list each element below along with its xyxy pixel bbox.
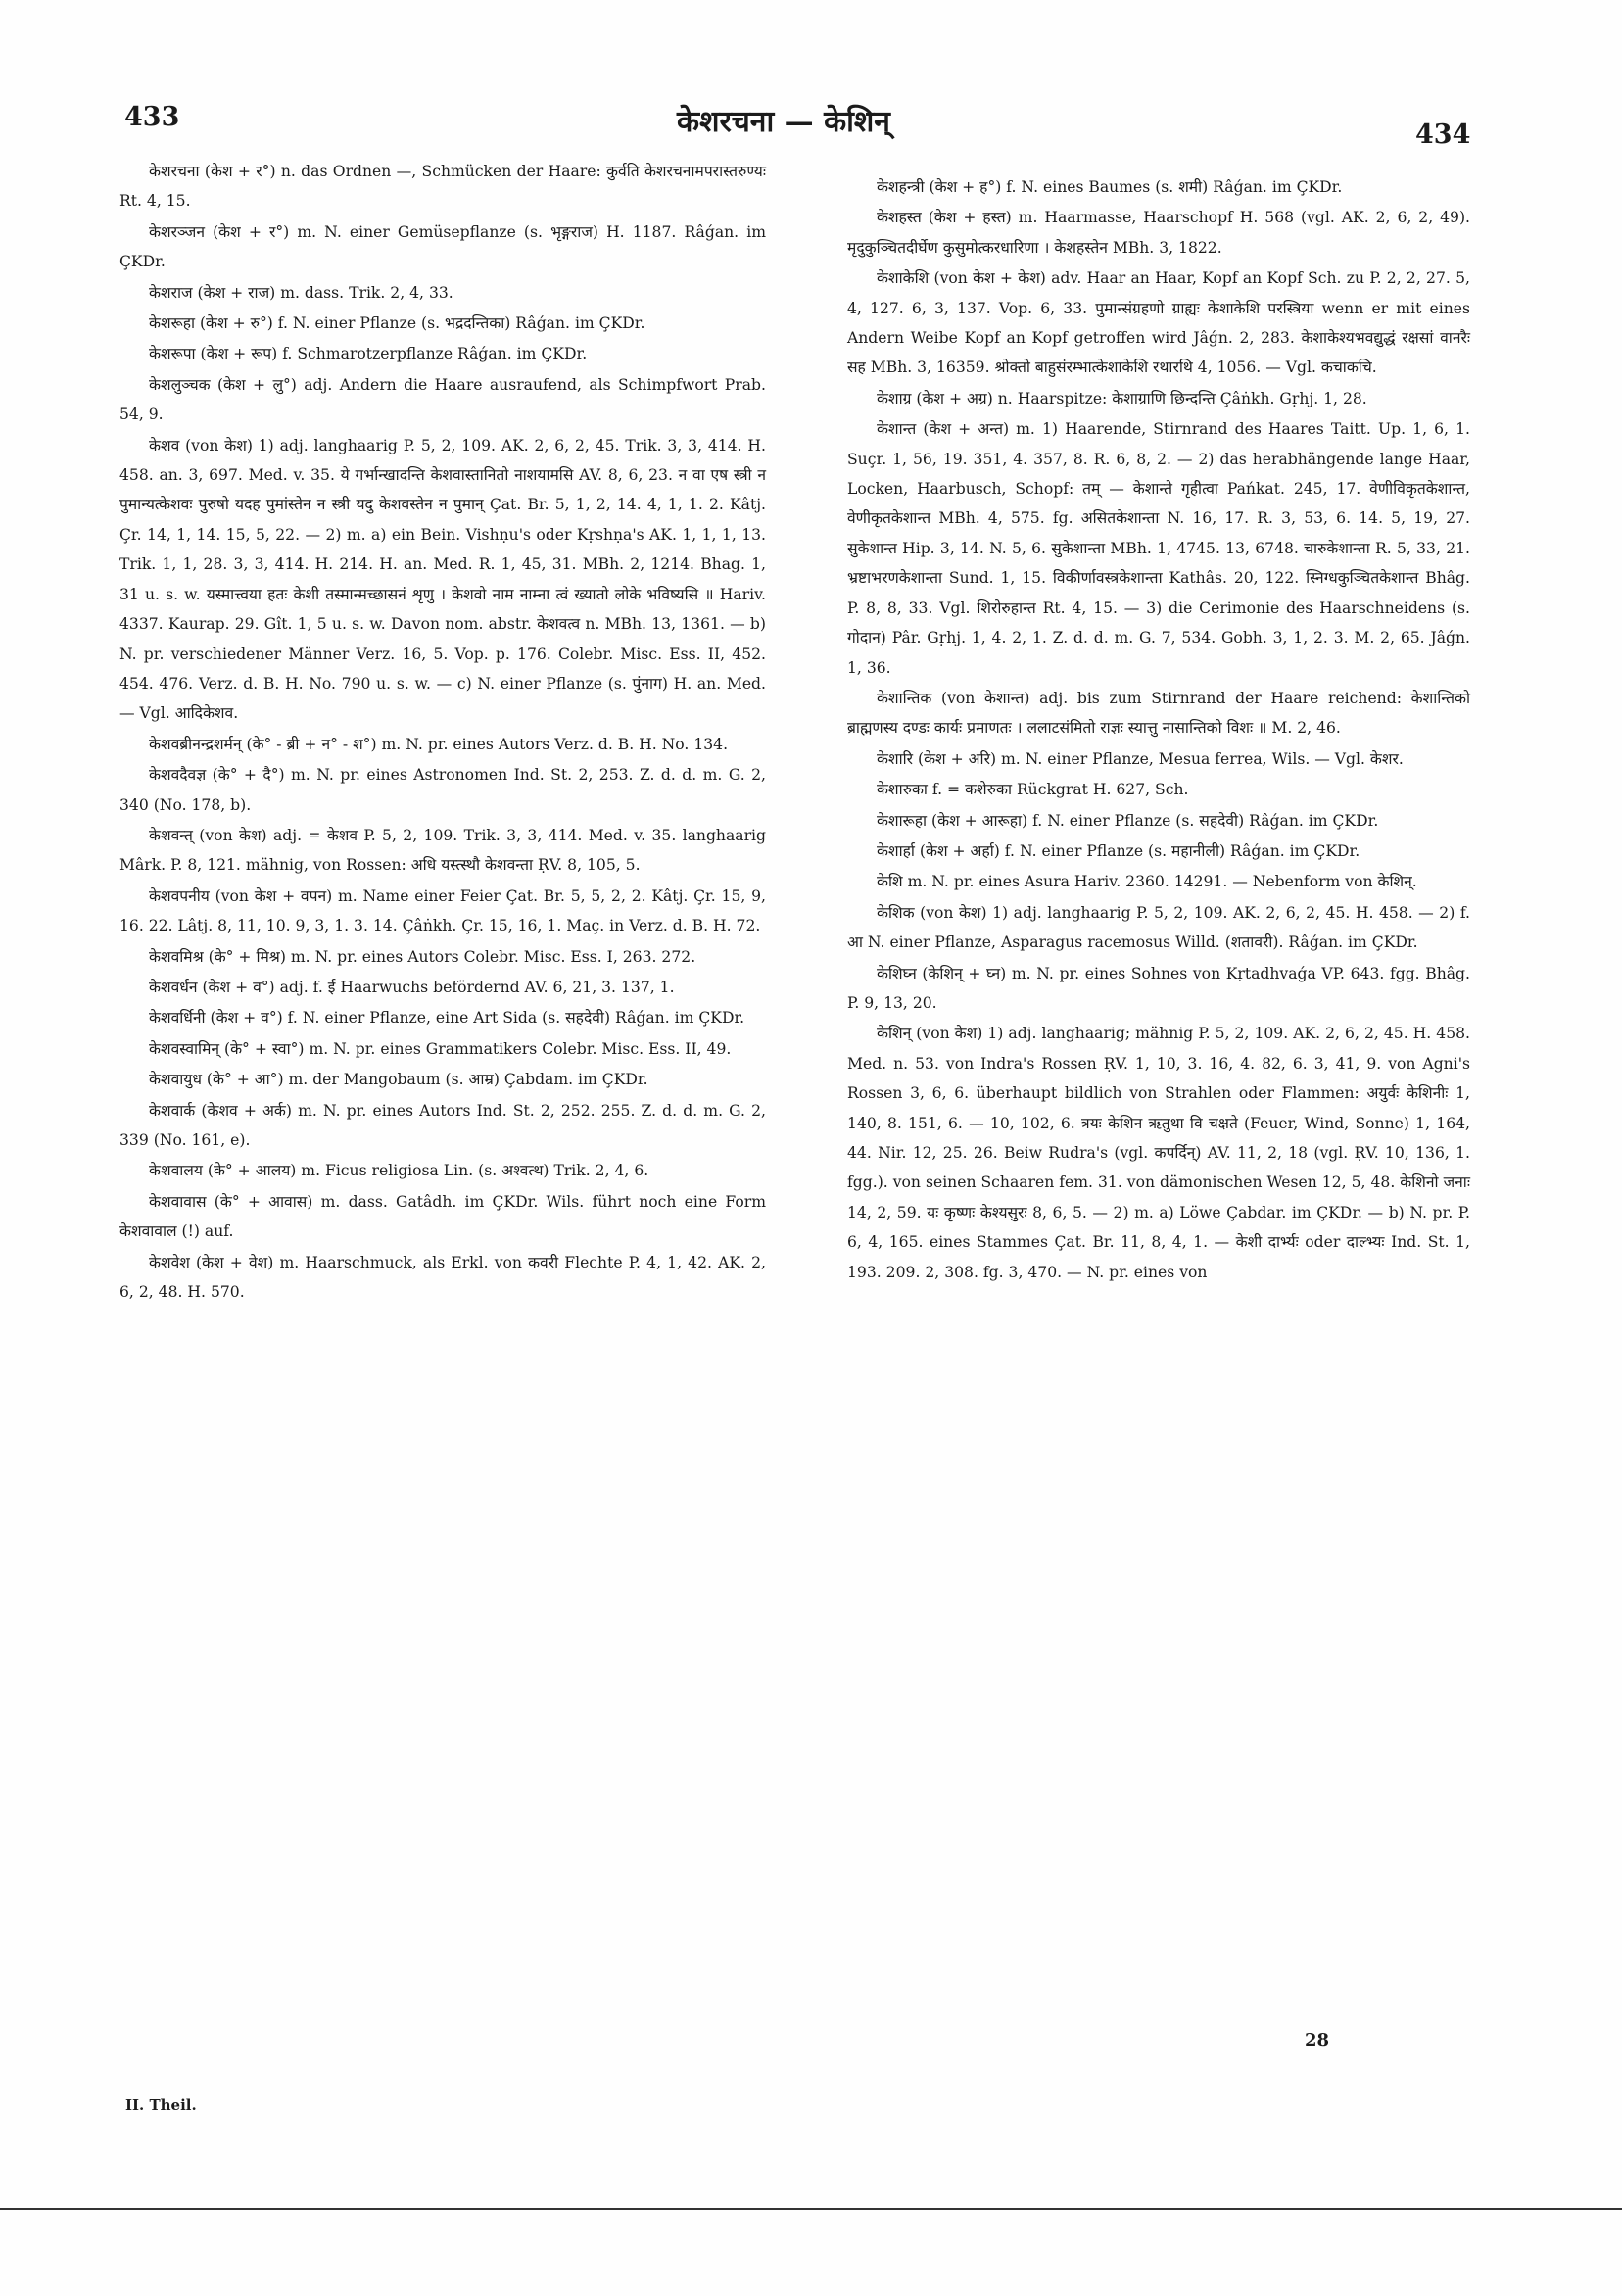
dictionary-entry: केशवदैवज्ञ (के° + दै°) m. N. pr. eines Astronomen Ind. St. 2, 253. Z. d. d. m. G. 2, 340 (No. 178, b). <box>119 766 766 814</box>
dictionary-entry: केशारूहा (केश + आरूहा) f. N. einer Pflanze (s. सहदेवी) Râǵan. im ÇKDr. <box>877 811 1379 830</box>
dictionary-entry: केशवपनीय (von केश + वपन) m. Name einer Feier Çat. Br. 5, 5, 2, 2. Kâtj. Çr. 15, 9, 16. 22. Lâtj. 8, 11, 10. 9, 3, 1. 3. 14. Çâṅkh. Çr. 15, 16, 1. Maç. in Verz. d. B. H. 72. <box>119 886 766 935</box>
dictionary-entry: केशरूहा (केश + रु°) f. N. einer Pflanze (s. भद्रदन्तिका) Râǵan. im ÇKDr. <box>149 314 645 333</box>
dictionary-entry: केशहस्त (केश + हस्त) m. Haarmasse, Haarschopf H. 568 (vgl. AK. 2, 6, 2, 49). मृदुकुञ्चितदीर्घेण कुसुमोत्करधारिणा । केशहस्तेन MBh. 3, 1822. <box>847 209 1470 257</box>
dictionary-entry: केशाग्र (केश + अग्र) n. Haarspitze: केशाग्राणि छिन्दन्ति Çâṅkh. Gṛhj. 1, 28. <box>877 389 1367 407</box>
dictionary-entry: केशवन्त् (von केश) adj. = केशव P. 5, 2, 109. Trik. 3, 3, 414. Med. v. 35. langhaarig Mârk. P. 8, 121. mähnig, von Rossen: अधि यस्त्स्थौ केशवन्ता ṚV. 8, 105, 5. <box>119 826 766 875</box>
running-head: केशरचना — केशिन् <box>677 105 890 139</box>
dictionary-entry: केशिन् (von केश) 1) adj. langhaarig; mähnig P. 5, 2, 109. AK. 2, 6, 2, 45. H. 458. Med. n. 53. von Indra's Rossen ṚV. 1, 10, 3. 16, 4. 82, 6. 3, 41, 9. von Agni's Rossen 3, 6, 6. überhaupt bildlich von Strahlen oder Flammen: अयुर्वः केशिनीः 1, 140, 8. 151, 6. — 10, 102, 6. त्रयः केशिन ऋतुथा वि चक्षते (Feuer, Wind, Sonne) 1, 164, 44. Nir. 12, 25. 26. Beiw Rudra's (vgl. कपर्दिन्) AV. 11, 2, 18 (vgl. ṚV. 10, 136, 1. fgg.). von seinen Schaaren fem. 31. von dämonischen Wesen 12, 5, 48. केशिनो जनाः 14, 2, 59. यः कृष्णः केश्यसुरः 8, 6, 5. — 2) m. a) Löwe Çabdar. im ÇKDr. — b) N. pr. P. 6, 4, 165. eines Stammes Çat. Br. 11, 8, 4, 1. — केशी दार्भ्यः oder दाल्भ्यः Ind. St. 1, 193. 209. 2, 308. fg. 3, 470. — N. pr. eines von <box>847 1025 1470 1281</box>
dictionary-entry: केशवायुध (के° + आ°) m. der Mangobaum (s. आम्र) Çabdam. im ÇKDr. <box>149 1071 648 1089</box>
volume-note: II. Theil. <box>125 2096 197 2114</box>
dictionary-entry: केशार्हा (केश + अर्हा) f. N. einer Pflanze (s. महानीली) Râǵan. im ÇKDr. <box>877 841 1360 860</box>
dictionary-entry: केशान्त (केश + अन्त) m. 1) Haarende, Stirnrand des Haares Taitt. Up. 1, 6, 1. Suçr. 1, 56, 19. 351, 4. 357, 8. R. 6, 8, 2. — 2) das herabhängende lange Haar, Locken, Haarbusch, Schopf: तम् — केशान्ते गृहीत्वा Pańkat. 245, 17. वेणीविकृतकेशान्त, वेणीकृतकेशान्त MBh. 4, 575. fg. असितकेशान्ता N. 16, 17. R. 3, 53, 6. 14. 5, 19, 27. सुकेशान्त Hip. 3, 14. N. 5, 6. सुकेशान्ता MBh. 1, 4745. 13, 6748. चारुकेशान्ता R. 5, 33, 21. भ्रष्टाभरणकेशान्ता Sund. 1, 15. विकीर्णावस्त्रकेशान्ता Kathâs. 20, 122. स्निग्धकुञ्चितकेशान्त Bhâg. P. 8, 8, 33. Vgl. शिरोरुहान्त Rt. 4, 15. — 3) die Cerimonie des Haarschneidens (s. गोदान) Pâr. Gṛhj. 1, 4. 2, 1. Z. d. d. m. G. 7, 534. Gobh. 3, 1, 2. 3. M. 2, 65. Jâǵn. 1, 36. <box>847 420 1470 677</box>
dictionary-entry: केशवर्धन (केश + व°) adj. f. ई Haarwuchs befördernd AV. 6, 21, 3. 137, 1. <box>149 978 675 996</box>
page-number-left: 433 <box>124 102 180 132</box>
dictionary-entry: केशि m. N. pr. eines Asura Hariv. 2360. 14291. — Nebenform von केशिन्. <box>877 873 1417 891</box>
dictionary-entry: केशारि (केश + अरि) m. N. einer Pflanze, Mesua ferrea, Wils. — Vgl. केशर. <box>877 749 1404 768</box>
dictionary-entry: केशवार्क (केशव + अर्क) m. N. pr. eines Autors Ind. St. 2, 252. 255. Z. d. d. m. G. 2, 339 (No. 161, e). <box>119 1101 766 1149</box>
dictionary-entry: केशराज (केश + राज) m. dass. Trik. 2, 4, 33. <box>149 283 453 302</box>
dictionary-entry: केशरूपा (केश + रूप) f. Schmarotzerpflanze Râǵan. im ÇKDr. <box>149 345 588 363</box>
dictionary-entry: केशिक (von केश) 1) adj. langhaarig P. 5, 2, 109. AK. 2, 6, 2, 45. H. 458. — 2) f. आ N. einer Pflanze, Asparagus racemosus Willd. (शतावरी). Râǵan. im ÇKDr. <box>847 903 1470 952</box>
dictionary-entry: केशारुका f. = कशेरुका Rückgrat H. 627, Sch. <box>877 781 1189 799</box>
dictionary-entry: केशवब्रीनन्द्रशर्मन् (के° - ब्री + न° - श°) m. N. pr. eines Autors Verz. d. B. H. No. 134. <box>149 735 729 753</box>
dictionary-entry: केशलुञ्चक (केश + लु°) adj. Andern die Haare ausraufend, als Schimpfwort Prab. 54, 9. <box>119 375 766 424</box>
dictionary-entry: केशवस्वामिन् (के° + स्वा°) m. N. pr. eines Grammatikers Colebr. Misc. Ess. II, 49. <box>149 1039 732 1058</box>
page-number-right: 434 <box>1415 120 1471 150</box>
dictionary-entry: केशाकेशि (von केश + केश) adv. Haar an Haar, Kopf an Kopf Sch. zu P. 2, 2, 27. 5, 4, 127. 6, 3, 137. Vop. 6, 33. पुमान्संग्रहणो ग्राह्यः केशाकेशि परस्त्रिया wenn er mit eines Andern Weibe Kopf an Kopf getroffen wird Jâǵn. 2, 283. केशाकेश्यभवद्युद्धं रक्षसां वानरैः सह MBh. 3, 16359. श्रोक्तो बाहुसंरम्भात्केशाकेशि रथारथि 4, 1056. — Vgl. कचाकचि. <box>847 269 1470 377</box>
bottom-rule <box>0 2208 1622 2210</box>
signature-mark: 28 <box>1305 2031 1330 2051</box>
right-column <box>847 172 1470 1288</box>
dictionary-entry: केशहन्त्री (केश + ह°) f. N. eines Baumes (s. शमी) Râǵan. im ÇKDr. <box>877 178 1343 196</box>
dictionary-entry: केशवावास (के° + आवास) m. dass. Gatâdh. im ÇKDr. Wils. führt noch eine Form केशवावाल (!) auf. <box>119 1192 766 1241</box>
page-header <box>0 98 1622 150</box>
dictionary-entry: केशरचना (केश + र°) n. das Ordnen —, Schmücken der Haare: कुर्वति केशरचनामपरास्तरुण्यः Rt. 4, 15. <box>119 163 766 211</box>
dictionary-entry: केशवर्धिनी (केश + व°) f. N. einer Pflanze, eine Art Sida (s. सहदेवी) Râǵan. im ÇKDr. <box>149 1009 745 1028</box>
dictionary-entry: केशरञ्जन (केश + र°) m. N. einer Gemüsepflanze (s. भृङ्गराज) H. 1187. Râǵan. im ÇKDr. <box>119 222 766 271</box>
dictionary-entry: केशवेश (केश + वेश) m. Haarschmuck, als Erkl. von कवरी Flechte P. 4, 1, 42. AK. 2, 6, 2, 48. H. 570. <box>119 1253 766 1302</box>
dictionary-entry: केशव (von केश) 1) adj. langhaarig P. 5, 2, 109. AK. 2, 6, 2, 45. Trik. 3, 3, 414. H. 458. an. 3, 697. Med. v. 35. ये गर्भान्खादन्ति केशवास्तानितो नाशयामसि AV. 8, 6, 23. न वा एष स्त्री न पुमान्यत्केशवः पुरुषो यदह पुमांस्तेन न स्त्री यदु केशवस्तेन न पुमान् Çat. Br. 5, 1, 2, 14. 4, 1, 1. 2. Kâtj. Çr. 14, 1, 14. 15, 5, 22. — 2) m. a) ein Bein. Vishṇu's oder Kṛshṇa's AK. 1, 1, 1, 13. Trik. 1, 1, 28. 3, 3, 414. H. 214. H. an. Med. R. 1, 45, 31. MBh. 2, 1214. Bhag. 1, 31 u. s. w. यस्मात्त्वया हतः केशी तस्मान्मच्छासनं शृणु । केशवो नाम नाम्ना त्वं ख्यातो लोके भविष्यसि ॥ Hariv. 4337. Kaurap. 29. Gît. 1, 5 u. s. w. Davon nom. abstr. केशवत्व n. MBh. 13, 1361. — b) N. pr. verschiedener Männer Verz. 16, 5. Vop. p. 176. Colebr. Misc. Ess. II, 452. 454. 476. Verz. d. B. H. No. 790 u. s. w. — c) N. einer Pflanze (s. पुंनाग) H. an. Med. — Vgl. आदिकेशव. <box>119 436 766 723</box>
dictionary-entry: केशवमिश्र (के° + मिश्र) m. N. pr. eines Autors Colebr. Misc. Ess. I, 263. 272. <box>149 947 696 966</box>
dictionary-entry: केशिघ्न (केशिन् + घ्न) m. N. pr. eines Sohnes von Kṛtadhvaǵa VP. 643. fgg. Bhâg. P. 9, 13, 20. <box>847 964 1470 1012</box>
left-column <box>119 157 766 1308</box>
dictionary-entry: केशान्तिक (von केशान्त) adj. bis zum Stirnrand der Haare reichend: केशान्तिको ब्राह्मणस्य दण्डः कार्यः प्रमाणतः । ललाटसंमितो राज्ञः स्यात्तु नासान्तिको विशः ॥ M. 2, 46. <box>847 689 1470 738</box>
dictionary-entry: केशवालय (के° + आलय) m. Ficus religiosa Lin. (s. अश्वत्थ) Trik. 2, 4, 6. <box>149 1162 649 1180</box>
